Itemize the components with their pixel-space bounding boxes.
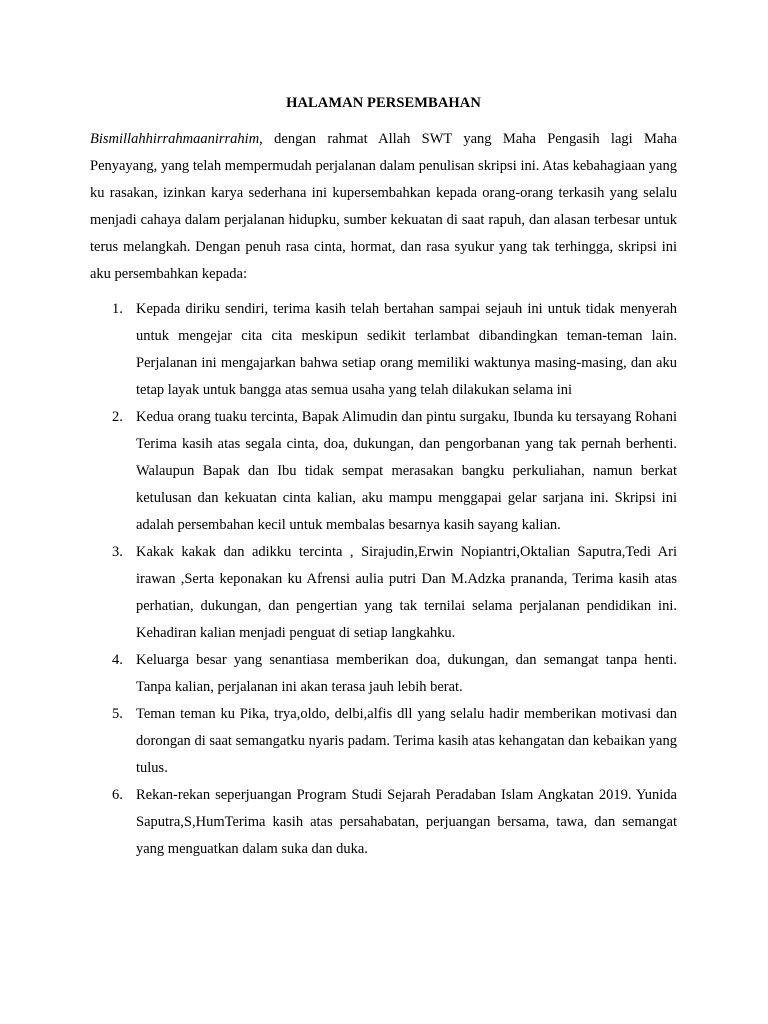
list-item — [90, 404, 677, 539]
list-item-number: 3. — [112, 544, 123, 560]
list-item — [90, 701, 677, 782]
intro-italic-phrase: Bismillahhirrahmaanirrahim, — [90, 131, 263, 147]
list-item-number: 5. — [112, 706, 123, 722]
list-item — [90, 539, 677, 647]
page-title: HALAMAN PERSEMBAHAN — [286, 95, 481, 111]
list-item-text: Kedua orang tuaku tercinta, Bapak Alimudin dan pintu surgaku, Ibunda ku tersayang Rohani Terima kasih atas segala cinta, doa, dukungan, dan pengorbanan yang tak pernah berhenti. Walaupun Bapak dan Ibu tidak sempat merasakan bangku perkuliahan, namun berkat ketulusan dan kekuatan cinta kalian, aku mampu menggapai gelar sarjana ini. Skripsi ini adalah persembahan kecil untuk membalas besarnya kasih sayang kalian. — [136, 409, 677, 533]
list-item-text: Kepada diriku sendiri, terima kasih telah bertahan sampai sejauh ini untuk tidak menyerah untuk mengejar cita cita meskipun sedikit terlambat dibandingkan teman-teman lain. Perjalanan ini mengajarkan bahwa setiap orang memiliki waktunya masing-masing, dan aku tetap layak untuk bangga atas semua usaha yang telah dilakukan selama ini — [136, 301, 677, 398]
dedication-list — [90, 296, 677, 863]
intro-paragraph — [90, 126, 677, 288]
list-item — [90, 647, 677, 701]
list-item-text: Teman teman ku Pika, trya,oldo, delbi,alfis dll yang selalu hadir memberikan motivasi dan dorongan di saat semangatku nyaris padam. Terima kasih atas kehangatan dan kebaikan yang tulus. — [136, 706, 677, 776]
list-item-number: 1. — [112, 301, 123, 317]
list-item — [90, 782, 677, 863]
list-item — [90, 296, 677, 404]
list-item-text: Kakak kakak dan adikku tercinta , Sirajudin,Erwin Nopiantri,Oktalian Saputra,Tedi Ari irawan ,Serta keponakan ku Afrensi aulia putri Dan M.Adzka prananda, Terima kasih atas perhatian, dukungan, dan pengertian yang tak ternilai selama perjalanan pendidikan ini. Kehadiran kalian menjadi penguat di setiap langkahku. — [136, 544, 677, 641]
list-item-text: Rekan-rekan seperjuangan Program Studi Sejarah Peradaban Islam Angkatan 2019. Yunida Saputra,S,HumTerima kasih atas persahabatan, perjuangan bersama, tawa, dan semangat yang menguatkan dalam suka dan duka. — [136, 787, 677, 857]
list-item-number: 6. — [112, 787, 123, 803]
list-item-number: 2. — [112, 409, 123, 425]
list-item-text: Keluarga besar yang senantiasa memberikan doa, dukungan, dan semangat tanpa henti. Tanpa kalian, perjalanan ini akan terasa jauh lebih berat. — [136, 652, 677, 695]
list-item-number: 4. — [112, 652, 123, 668]
intro-text: dengan rahmat Allah SWT yang Maha Pengasih lagi Maha Penyayang, yang telah mempermudah perjalanan dalam penulisan skripsi ini. Atas kebahagiaan yang ku rasakan, izinkan karya sederhana ini kupersembahkan kepada orang-orang terkasih yang selalu menjadi cahaya dalam perjalanan hidupku, sumber kekuatan di saat rapuh, dan alasan terbesar untuk terus melangkah. Dengan penuh rasa cinta, hormat, dan rasa syukur yang tak terhingga, skripsi ini aku persembahkan kepada: — [90, 131, 677, 282]
